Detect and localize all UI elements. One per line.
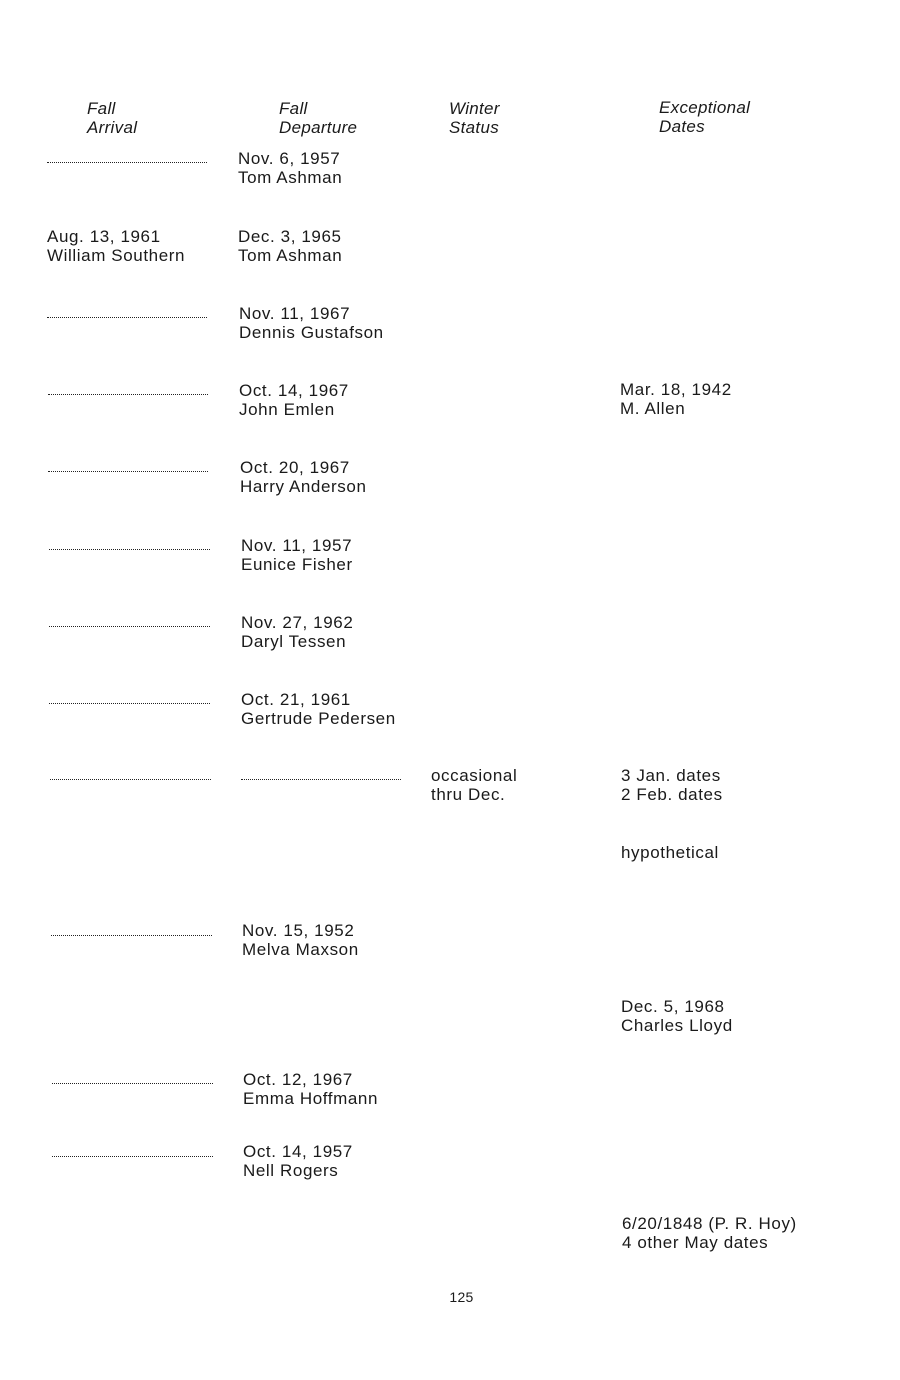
departure-date: Oct. 14, 1957 (243, 1142, 353, 1161)
observer-name: Dennis Gustafson (239, 322, 384, 342)
departure-date: Nov. 6, 1957 (238, 149, 341, 168)
observer-name: Harry Anderson (240, 476, 367, 496)
observer-name: Emma Hoffmann (243, 1088, 379, 1108)
blank-arrival-dashes (52, 1083, 213, 1084)
exceptional-line: hypothetical (621, 843, 719, 862)
departure-date: Oct. 21, 1961 (241, 690, 351, 709)
blank-arrival-dashes (49, 626, 210, 627)
page-number: 125 (449, 1289, 474, 1305)
winter-status-line: occasional (431, 766, 518, 785)
exceptional-date: Dec. 5, 1968 (621, 997, 725, 1016)
observer-name: Tom Ashman (238, 167, 343, 187)
departure-cell (241, 691, 396, 728)
blank-arrival-dashes (47, 162, 207, 163)
observer-name: Charles Lloyd (621, 1015, 733, 1035)
header-line: Fall (87, 99, 116, 118)
departure-date: Nov. 27, 1962 (241, 613, 354, 632)
departure-cell (242, 922, 359, 959)
blank-departure-dashes (241, 779, 401, 780)
exceptional-line: 3 Jan. dates (621, 766, 721, 785)
header-line: Departure (279, 118, 358, 137)
departure-cell (241, 614, 353, 651)
header-winter-status (449, 99, 500, 137)
header-fall-arrival (87, 99, 137, 137)
observer-name: M. Allen (620, 398, 686, 418)
winter-status-cell (431, 767, 517, 804)
departure-date: Nov. 15, 1952 (242, 921, 355, 940)
blank-arrival-dashes (51, 935, 212, 936)
observer-name: Nell Rogers (243, 1160, 339, 1180)
exceptional-cell (621, 998, 733, 1035)
header-line: Status (449, 118, 499, 137)
departure-cell (241, 537, 353, 574)
departure-cell (239, 305, 384, 342)
arrival-cell (47, 228, 185, 265)
exceptional-cell (621, 767, 723, 804)
exceptional-line: 4 other May dates (622, 1232, 769, 1252)
departure-cell (243, 1143, 353, 1180)
blank-arrival-dashes (52, 1156, 213, 1157)
winter-status-line: thru Dec. (431, 784, 506, 804)
header-line: Exceptional (659, 98, 751, 117)
departure-cell (239, 382, 349, 419)
blank-arrival-dashes (48, 394, 208, 395)
header-exceptional-dates (659, 98, 750, 136)
header-line: Fall (279, 99, 308, 118)
departure-cell (238, 228, 342, 265)
departure-date: Oct. 14, 1967 (239, 381, 349, 400)
departure-cell (243, 1071, 378, 1108)
exceptional-cell (621, 844, 719, 863)
departure-date: Nov. 11, 1957 (241, 536, 353, 555)
arrival-date: Aug. 13, 1961 (47, 227, 161, 246)
header-line: Arrival (87, 118, 138, 137)
departure-cell (238, 150, 342, 187)
exceptional-cell (622, 1215, 797, 1252)
exceptional-cell (620, 381, 732, 418)
observer-name: Melva Maxson (242, 939, 359, 959)
observer-name: William Southern (47, 245, 186, 265)
departure-date: Dec. 3, 1965 (238, 227, 342, 246)
observer-name: Eunice Fisher (241, 554, 353, 574)
exceptional-line: 6/20/1848 (P. R. Hoy) (622, 1214, 797, 1233)
blank-arrival-dashes (47, 317, 207, 318)
departure-date: Oct. 20, 1967 (240, 458, 350, 477)
blank-arrival-dashes (48, 471, 208, 472)
exceptional-line: 2 Feb. dates (621, 784, 723, 804)
observer-name: Tom Ashman (238, 245, 343, 265)
blank-arrival-dashes (50, 779, 211, 780)
departure-date: Nov. 11, 1967 (239, 304, 351, 323)
blank-arrival-dashes (49, 703, 210, 704)
observer-name: Daryl Tessen (241, 631, 347, 651)
departure-date: Oct. 12, 1967 (243, 1070, 353, 1089)
header-line: Winter (449, 99, 500, 118)
observer-name: John Emlen (239, 399, 335, 419)
exceptional-date: Mar. 18, 1942 (620, 380, 732, 399)
blank-arrival-dashes (49, 549, 210, 550)
header-fall-departure (279, 99, 357, 137)
observer-name: Gertrude Pedersen (241, 708, 396, 728)
departure-cell (240, 459, 367, 496)
header-line: Dates (659, 117, 705, 136)
